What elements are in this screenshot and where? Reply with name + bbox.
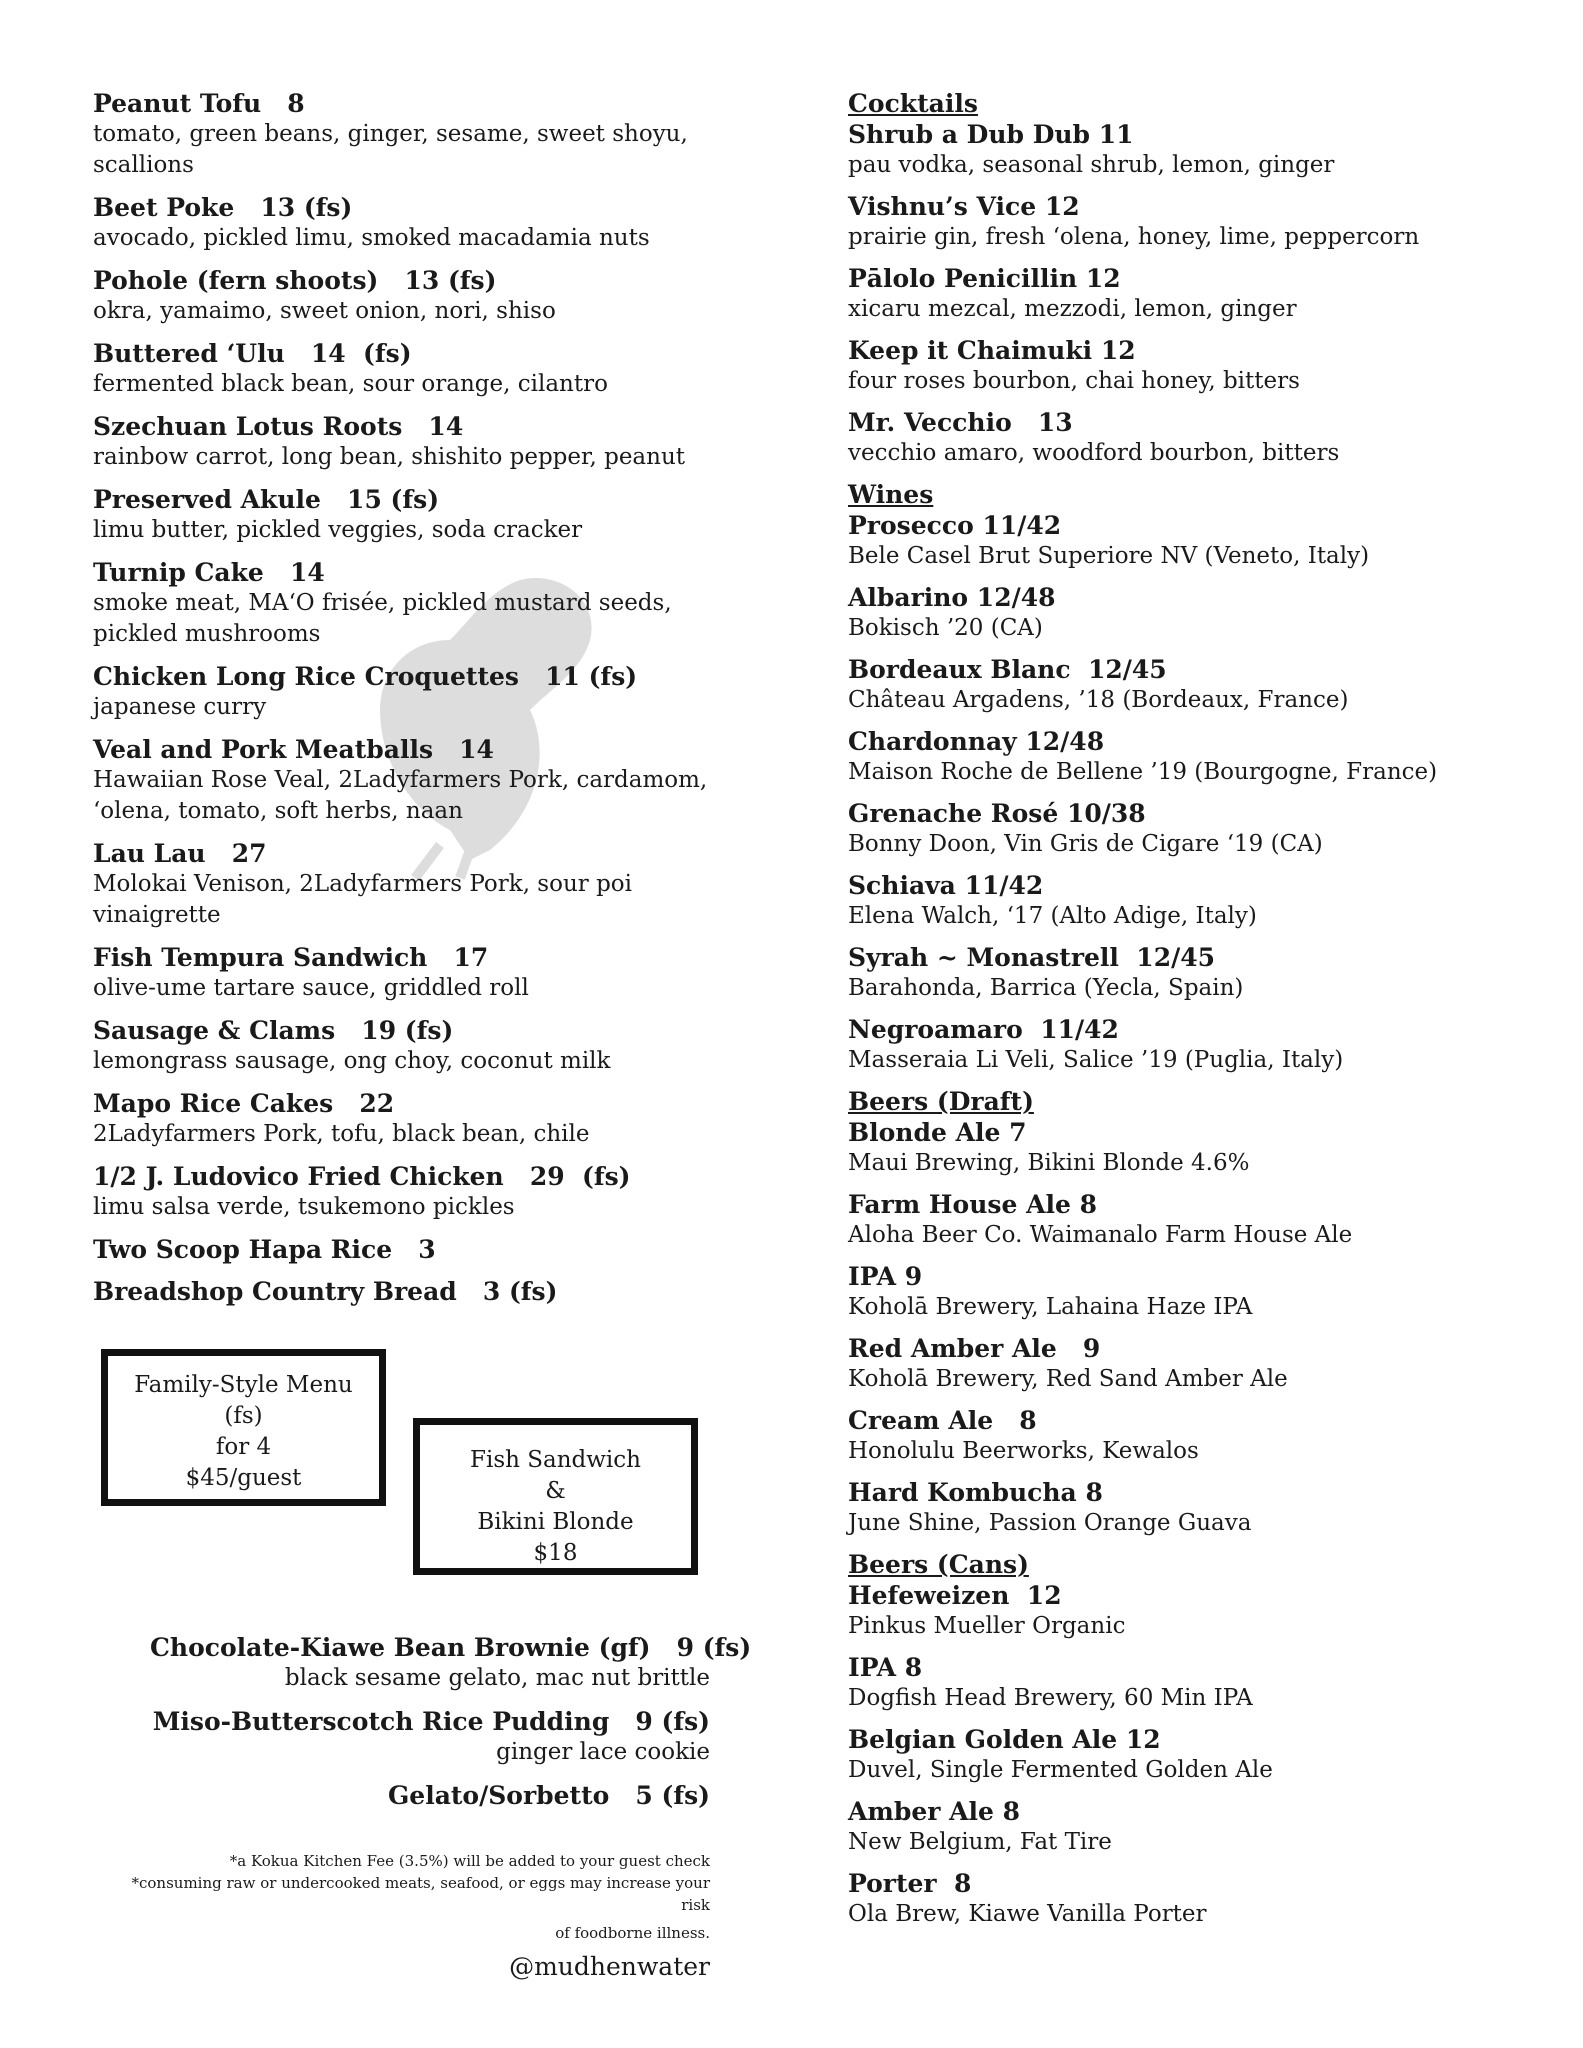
dessert-item (150, 1780, 710, 1811)
cocktails-heading: Cocktails (848, 89, 978, 118)
wine-item-description: Bonny Doon, Vin Gris de Cigare ‘19 (CA) (848, 831, 1323, 857)
family-style-box (101, 1349, 386, 1506)
food-item-name: Mapo Rice Cakes 22 (93, 1089, 395, 1118)
food-item-name: Chicken Long Rice Croquettes 11 (fs) (93, 662, 638, 691)
food-item (93, 1161, 713, 1223)
wine-item (848, 870, 1548, 932)
kitchen-fee-note: *a Kokua Kitchen Fee (3.5%) will be added to your guest check (229, 1852, 710, 1870)
canned-beer-item-description: Pinkus Mueller Organic (848, 1613, 1126, 1639)
special-line4: $18 (533, 1540, 578, 1566)
wine-item (848, 582, 1548, 644)
food-item-name: Sausage & Clams 19 (fs) (93, 1016, 454, 1045)
food-item-name: Buttered ‘Ulu 14 (fs) (93, 339, 412, 368)
wine-item-description: Elena Walch, ‘17 (Alto Adige, Italy) (848, 903, 1257, 929)
canned-beer-item-name: Belgian Golden Ale 12 (848, 1725, 1161, 1754)
wine-item-description: Barahonda, Barrica (Yecla, Spain) (848, 975, 1244, 1001)
canned-beer-item-description: New Belgium, Fat Tire (848, 1829, 1112, 1855)
wine-item (848, 1014, 1548, 1076)
food-item (93, 484, 713, 546)
wine-item (848, 726, 1548, 788)
canned-beer-item-name: Hefeweizen 12 (848, 1581, 1062, 1610)
food-item-name: Beet Poke 13 (fs) (93, 193, 353, 222)
canned-beer-item-description: Dogfish Head Brewery, 60 Min IPA (848, 1685, 1253, 1711)
draft-beers-heading: Beers (Draft) (848, 1087, 1034, 1116)
food-item-name: Veal and Pork Meatballs 14 (93, 735, 494, 764)
food-item (93, 1088, 713, 1150)
food-item (93, 942, 713, 1004)
family-style-line2: (fs) (224, 1403, 263, 1429)
food-item-description: smoke meat, MA‘O frisée, pickled mustard seeds, pickled mushrooms (93, 590, 672, 647)
food-item-name: Szechuan Lotus Roots 14 (93, 412, 464, 441)
wine-item-name: Prosecco 11/42 (848, 511, 1062, 540)
draft-beer-item-description: Koholā Brewery, Lahaina Haze IPA (848, 1294, 1253, 1320)
canned-beer-item (848, 1652, 1548, 1714)
food-item-description: lemongrass sausage, ong choy, coconut milk (93, 1048, 611, 1074)
draft-beer-item-description: Koholā Brewery, Red Sand Amber Ale (848, 1366, 1288, 1392)
food-item (93, 265, 713, 327)
cocktail-item-description: prairie gin, fresh ‘olena, honey, lime, peppercorn (848, 224, 1420, 250)
raw-food-warning-cont: of foodborne illness. (555, 1924, 710, 1942)
food-item-name: Preserved Akule 15 (fs) (93, 485, 440, 514)
footer (110, 1850, 710, 1984)
food-item-description: tomato, green beans, ginger, sesame, sweet shoyu, scallions (93, 121, 688, 178)
food-item-name: 1/2 J. Ludovico Fried Chicken 29 (fs) (93, 1162, 631, 1191)
draft-beer-item-name: Hard Kombucha 8 (848, 1478, 1103, 1507)
canned-beer-item-description: Ola Brew, Kiawe Vanilla Porter (848, 1901, 1207, 1927)
wine-item-description: Masseraia Li Veli, Salice ’19 (Puglia, Italy) (848, 1047, 1344, 1073)
cocktail-item (848, 407, 1548, 469)
draft-beer-item (848, 1333, 1548, 1395)
wine-item-name: Negroamaro 11/42 (848, 1015, 1119, 1044)
food-item-name: Breadshop Country Bread 3 (fs) (93, 1277, 558, 1306)
wine-item-description: Maison Roche de Bellene ’19 (Bourgogne, France) (848, 759, 1438, 785)
food-item (93, 734, 713, 827)
cocktail-item-name: Keep it Chaimuki 12 (848, 336, 1136, 365)
canned-beer-item-description: Duvel, Single Fermented Golden Ale (848, 1757, 1273, 1783)
draft-beer-item-name: IPA 9 (848, 1262, 923, 1291)
food-item (93, 1015, 713, 1077)
food-item (93, 1276, 713, 1307)
canned-beer-item (848, 1724, 1548, 1786)
food-item (93, 411, 713, 473)
food-item (93, 1234, 713, 1265)
wines-heading: Wines (848, 480, 934, 509)
canned-beers-heading: Beers (Cans) (848, 1550, 1029, 1579)
food-item-description: olive-ume tartare sauce, griddled roll (93, 975, 529, 1001)
wine-item-name: Chardonnay 12/48 (848, 727, 1105, 756)
draft-beer-item-description: June Shine, Passion Orange Guava (848, 1510, 1252, 1536)
wine-item-description: Bele Casel Brut Superiore NV (Veneto, Italy) (848, 543, 1370, 569)
wine-item-name: Albarino 12/48 (848, 583, 1056, 612)
wine-item-name: Syrah ~ Monastrell 12/45 (848, 943, 1216, 972)
family-style-line3: for 4 (215, 1434, 272, 1460)
cocktail-item-name: Pālolo Penicillin 12 (848, 264, 1121, 293)
special-line2: & (545, 1478, 566, 1504)
cocktail-item (848, 335, 1548, 397)
draft-beer-item-name: Blonde Ale 7 (848, 1118, 1027, 1147)
food-item-description: 2Ladyfarmers Pork, tofu, black bean, chile (93, 1121, 590, 1147)
drinks-column (848, 88, 1548, 1940)
draft-beer-item-name: Red Amber Ale 9 (848, 1334, 1101, 1363)
draft-beer-item (848, 1477, 1548, 1539)
dessert-item-name: Gelato/Sorbetto 5 (fs) (387, 1781, 710, 1810)
dessert-item-name: Miso-Butterscotch Rice Pudding 9 (fs) (152, 1707, 710, 1736)
food-item-name: Two Scoop Hapa Rice 3 (93, 1235, 436, 1264)
food-item-description: Molokai Venison, 2Ladyfarmers Pork, sour poi vinaigrette (93, 871, 633, 928)
food-item-description: Hawaiian Rose Veal, 2Ladyfarmers Pork, cardamom, ‘olena, tomato, soft herbs, naan (93, 767, 708, 824)
family-style-line1: Family-Style Menu (134, 1372, 353, 1398)
food-item (93, 88, 713, 181)
food-item-description: avocado, pickled limu, smoked macadamia nuts (93, 225, 650, 251)
food-item-description: japanese curry (93, 694, 267, 720)
cocktail-item-description: four roses bourbon, chai honey, bitters (848, 368, 1300, 394)
food-item (93, 338, 713, 400)
social-handle: @mudhenwater (509, 1952, 710, 1981)
cocktail-item-description: pau vodka, seasonal shrub, lemon, ginger (848, 152, 1335, 178)
raw-food-warning: *consuming raw or undercooked meats, seafood, or eggs may increase your risk (131, 1874, 710, 1914)
draft-beer-item-description: Honolulu Beerworks, Kewalos (848, 1438, 1199, 1464)
food-item-description: limu butter, pickled veggies, soda cracker (93, 517, 583, 543)
cocktail-item (848, 119, 1548, 181)
cocktail-item (848, 263, 1548, 325)
food-item-name: Turnip Cake 14 (93, 558, 325, 587)
cocktail-item (848, 191, 1548, 253)
wine-item (848, 798, 1548, 860)
cocktail-item-description: vecchio amaro, woodford bourbon, bitters (848, 440, 1340, 466)
food-item-description: rainbow carrot, long bean, shishito pepper, peanut (93, 444, 686, 470)
food-item-description: okra, yamaimo, sweet onion, nori, shiso (93, 298, 556, 324)
canned-beer-item-name: Porter 8 (848, 1869, 972, 1898)
special-line1: Fish Sandwich (470, 1447, 641, 1473)
food-item-description: limu salsa verde, tsukemono pickles (93, 1194, 515, 1220)
dessert-item (150, 1632, 752, 1694)
wine-item (848, 510, 1548, 572)
draft-beer-item-description: Maui Brewing, Bikini Blonde 4.6% (848, 1150, 1250, 1176)
food-menu-column (93, 88, 713, 1318)
canned-beer-item (848, 1580, 1548, 1642)
canned-beer-item-name: IPA 8 (848, 1653, 923, 1682)
cocktail-item-description: xicaru mezcal, mezzodi, lemon, ginger (848, 296, 1297, 322)
wine-item (848, 654, 1548, 716)
canned-beer-item (848, 1796, 1548, 1858)
wine-item-name: Schiava 11/42 (848, 871, 1044, 900)
dessert-item-description: black sesame gelato, mac nut brittle (284, 1665, 710, 1691)
draft-beer-item-name: Farm House Ale 8 (848, 1190, 1097, 1219)
draft-beer-item (848, 1117, 1548, 1179)
draft-beer-item (848, 1405, 1548, 1467)
wine-item-description: Bokisch ’20 (CA) (848, 615, 1043, 641)
cocktail-item-name: Mr. Vecchio 13 (848, 408, 1073, 437)
desserts-section (150, 1632, 752, 1823)
draft-beer-item (848, 1189, 1548, 1251)
draft-beer-item (848, 1261, 1548, 1323)
special-line3: Bikini Blonde (477, 1509, 634, 1535)
cocktail-item-name: Shrub a Dub Dub 11 (848, 120, 1134, 149)
food-item (93, 838, 713, 931)
canned-beer-item-name: Amber Ale 8 (848, 1797, 1021, 1826)
family-style-line4: $45/guest (185, 1465, 302, 1491)
dessert-item-description: ginger lace cookie (496, 1739, 710, 1765)
special-box (413, 1418, 698, 1575)
canned-beer-item (848, 1868, 1548, 1930)
food-item (93, 661, 713, 723)
wine-item (848, 942, 1548, 1004)
cocktail-item-name: Vishnu’s Vice 12 (848, 192, 1080, 221)
wine-item-description: Château Argadens, ’18 (Bordeaux, France) (848, 687, 1349, 713)
wine-item-name: Grenache Rosé 10/38 (848, 799, 1146, 828)
food-item (93, 192, 713, 254)
draft-beer-item-name: Cream Ale 8 (848, 1406, 1037, 1435)
dessert-item-name: Chocolate-Kiawe Bean Brownie (gf) 9 (fs) (150, 1633, 752, 1662)
wine-item-name: Bordeaux Blanc 12/45 (848, 655, 1167, 684)
draft-beer-item-description: Aloha Beer Co. Waimanalo Farm House Ale (848, 1222, 1353, 1248)
food-item-name: Lau Lau 27 (93, 839, 267, 868)
food-item-name: Fish Tempura Sandwich 17 (93, 943, 489, 972)
food-item-name: Pohole (fern shoots) 13 (fs) (93, 266, 497, 295)
food-item-description: fermented black bean, sour orange, cilantro (93, 371, 608, 397)
food-item-name: Peanut Tofu 8 (93, 89, 305, 118)
dessert-item (150, 1706, 710, 1768)
food-item (93, 557, 713, 650)
